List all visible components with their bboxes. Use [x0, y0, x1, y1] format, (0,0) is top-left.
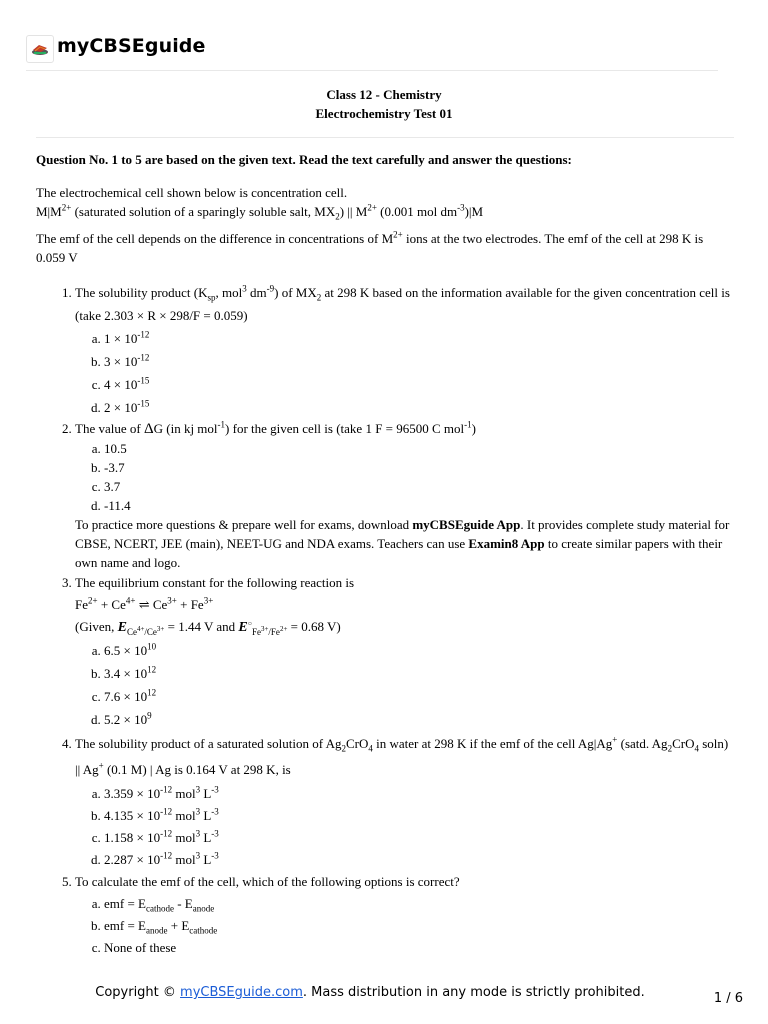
- q5-options: [75, 893, 734, 959]
- option: d. $2.287 \times 10^{-12}$ mol$^3$ $L^{-3}$: [104, 849, 734, 871]
- option: b. $3 \times 10^{-12}$: [104, 350, 734, 373]
- page-number: 1 / 6: [713, 991, 743, 1006]
- option: b. emf = $E_{anode} + E_{cathode}$: [104, 915, 734, 937]
- option: a. emf = $E_{cathode} - E_{anode}$: [104, 893, 734, 915]
- option: a. $3.359 \times 10^{-12}$ mol$^3$ $L^{-3}$: [104, 783, 734, 805]
- brand-name[interactable]: myCBSEguide: [57, 35, 206, 57]
- option: d. $2 \times 10^{-15}$: [104, 396, 734, 419]
- promo-paragraph: To practice more questions & prepare well for exams, download myCBSEguide App. It provides complete study material for CBSE, NCERT, JEE (main), NEET-UG and NDA exams. Teachers can use Examin8 App to create similar papers with their own name and logo.: [75, 517, 730, 570]
- site-header: [26, 30, 206, 62]
- doc-class-title: Class 12 - Chemistry: [326, 87, 442, 102]
- option: c. $4 \times 10^{-15}$: [104, 373, 734, 396]
- question-5: 5. To calculate the emf of the cell, which of the following options is correct? a. emf = $E_{cathode} - E_{anode}$ b. emf = $E_{anode} + E_{cathode}$ c. None of these: [75, 871, 734, 959]
- given-potentials: (Given, $E_{Ce^{4+}/Ce^{3+}} = 1.44$ V and $E^○_{Fe^{3+}/Fe^{2+}} = 0.68$ V): [75, 619, 341, 637]
- doc-test-title: Electrochemistry Test 01: [315, 106, 453, 121]
- q3-options: [75, 639, 734, 731]
- app-name-examin8: Examin8 App: [468, 536, 545, 551]
- logo-icon: [26, 35, 54, 63]
- q1-options: [75, 327, 734, 419]
- question-4: 4. The solubility product of a saturated solution of $Ag_2CrO_4$ in water at 298 K if the emf of the cell Ag|Ag+ (satd. $Ag_2CrO_4$ soln) || Ag+ (0.1 M) | Ag is 0.164 V at 298 K, is a. $3.359 \times 10^{-12}$ mol$^3$ $L^{-3}$ b. $4.135 \times 10^{-12}$ mol$^3$ $L^{-3}$ c. $1.158 \times 10^{-12}$ mol$^3$ $L^{-3}$ d. $2.287 \times 10^{-12}$ mol$^3$ $L^{-3}$: [75, 731, 734, 871]
- option: b. -3.7: [104, 458, 734, 477]
- document-body: [36, 150, 734, 959]
- option: d. $5.2 \times 10^9$: [104, 708, 734, 731]
- question-list: [36, 281, 734, 959]
- option: a. 10.5: [104, 439, 734, 458]
- passage-line-1: The electrochemical cell shown below is concentration cell.: [36, 185, 348, 200]
- passage-line-3: The emf of the cell depends on the difference in concentrations of $M^{2+}$ ions at the two electrodes. The emf of the cell at 298 K is 0.059 V: [36, 229, 704, 265]
- option: a. $6.5 \times 10^{10}$: [104, 639, 734, 662]
- option: b. $4.135 \times 10^{-12}$ mol$^3$ $L^{-3}$: [104, 805, 734, 827]
- option: c. 3.7: [104, 477, 734, 496]
- option: a. $1 \times 10^{-12}$: [104, 327, 734, 350]
- title-divider: [36, 137, 734, 138]
- question-2: 2. The value of ΔG (in kj mol$^{-1}$) for the given cell is (take 1 F = 96500 C mol$^{-1}$) a. 10.5 b. -3.7 c. 3.7 d. -11.4 To practice more questions & prepare well for exams, download myCBSEguide App. It provides complete study material for CBSE, NCERT, JEE (main), NEET-UG and NDA exams. Teachers can use Examin8 App to create similar papers with their own name and logo.: [75, 419, 734, 572]
- question-1: 1. The solubility product ($K_{sp}$, mol$^3$ $dm^{-9}$) of $MX_2$ at 298 K based on the information available for the given concentration cell is (take 2.303 × R × 298/F = 0.059) a. $1 \times 10^{-12}$ b. $3 \times 10^{-12}$ c. $4 \times 10^{-15}$ d. $2 \times 10^{-15}$: [75, 281, 734, 419]
- q2-options: [75, 439, 734, 515]
- page-footer: Copyright © myCBSEguide.com. Mass distribution in any mode is strictly prohibited.: [95, 985, 645, 1000]
- footer-site-link[interactable]: myCBSEguide.com: [180, 985, 303, 1000]
- header-divider: [26, 70, 718, 71]
- reaction-equation: $Fe^{2+} + Ce^{4+}$ ⇌ $Ce^{3+} + Fe^{3+}$: [75, 595, 214, 612]
- option: c. $7.6 \times 10^{12}$: [104, 685, 734, 708]
- app-name-mycbseguide: myCBSEguide App: [412, 517, 521, 532]
- option: c. None of these: [104, 937, 734, 959]
- passage-instruction: Question No. 1 to 5 are based on the given text. Read the text carefully and answer the questions:: [36, 152, 572, 167]
- passage-line-2: $M|M^{2+}$ (saturated solution of a sparingly soluble salt, $MX_2$) || $M^{2+}$ (0.001 mol $dm^{-3})|M$: [36, 202, 484, 222]
- question-3: 3. The equilibrium constant for the following reaction is $Fe^{2+} + Ce^{4+}$ ⇌ $Ce^{3+} + Fe^{3+}$ (Given, $E_{Ce^{4+}/Ce^{3+}} = 1.44$ V and $E^○_{Fe^{3+}/Fe^{2+}} = 0.68$ V) a. $6.5 \times 10^{10}$ b. $3.4 \times 10^{12}$ c. $7.6 \times 10^{12}$ d. $5.2 \times 10^9$: [75, 572, 734, 731]
- option: d. -11.4: [104, 496, 734, 515]
- q4-options: [75, 783, 734, 871]
- option: c. $1.158 \times 10^{-12}$ mol$^3$ $L^{-3}$: [104, 827, 734, 849]
- option: b. $3.4 \times 10^{12}$: [104, 662, 734, 685]
